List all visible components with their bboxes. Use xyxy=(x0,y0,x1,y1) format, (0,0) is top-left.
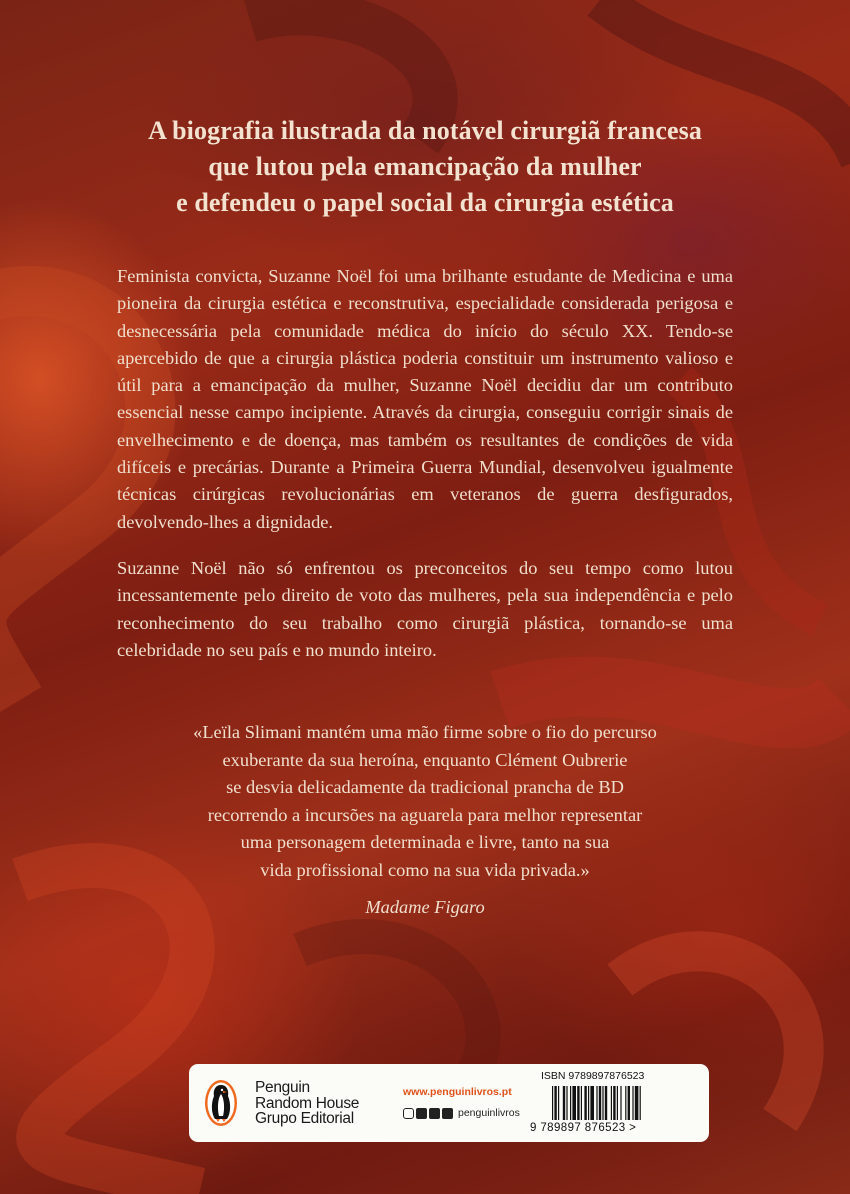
isbn-label: ISBN 9789897876523 xyxy=(541,1070,645,1082)
tagline-line-2: que lutou pela emancipação da mulher xyxy=(208,152,642,181)
publisher-panel xyxy=(189,1064,709,1142)
quote-line-3: se desvia delicadamente da tradicional prancha de BD xyxy=(226,777,624,797)
synopsis-paragraph-1: Feminista convicta, Suzanne Noël foi uma brilhante estudante de Medicina e uma pioneira da cirurgia estética e reconstrutiva, especialidade considerada perigosa e desnecessária pela comunidade médica do início do século XX. Tendo-se apercebido de que a cirurgia plástica poderia constituir um instrumento valioso e útil para a emancipação da mulher, Suzanne Noël decidiu dar um contributo essencial nesse campo incipiente. Através da cirurgia, conseguiu corrigir sinais de envelhecimento e de doença, mas também os resultantes de condições de vida difíceis e precárias. Durante a Primeira Guerra Mundial, desenvolveu igualmente técnicas cirúrgicas revolucionárias em veteranos de guerra desfigurados, devolvendo-lhes a dignidade. xyxy=(117,266,733,532)
publisher-name-line-3: Grupo Editorial xyxy=(255,1110,354,1127)
facebook-icon[interactable] xyxy=(416,1108,427,1119)
tagline-line-1: A biografia ilustrada da notável cirurgiã francesa xyxy=(148,116,702,145)
penguin-logo-icon xyxy=(203,1078,239,1128)
quote-line-4: recorrendo a incursões na aguarela para melhor representar xyxy=(207,804,643,825)
synopsis-paragraph-2: Suzanne Noël não só enfrentou os preconceitos do seu tempo como lutou incessantemente pelo direito de voto das mulheres, pela sua independência e pelo reconhecimento do seu trabalho como cirurgiã plástica, tornando-se uma celebridade no seu país e no mundo inteiro. xyxy=(117,558,733,660)
quote-line-6: vida profissional como na sua vida privada.» xyxy=(260,859,590,880)
social-links xyxy=(403,1107,520,1119)
barcode-digits: 9 789897 876523 > xyxy=(530,1122,637,1134)
social-handle[interactable]: penguinlivros xyxy=(458,1107,520,1119)
quote-attribution: Madame Figaro xyxy=(365,897,485,917)
publisher-name xyxy=(255,1080,359,1127)
x-icon[interactable] xyxy=(442,1108,453,1119)
tagline xyxy=(60,113,790,221)
press-quote xyxy=(110,719,740,884)
quote-line-1: «Leïla Slimani mantém uma mão firme sobre o fio do percurso xyxy=(193,722,657,742)
publisher-name-line-1: Penguin xyxy=(255,1079,310,1096)
barcode xyxy=(550,1086,690,1122)
publisher-website-link[interactable]: www.penguinlivros.pt xyxy=(403,1086,512,1098)
tagline-line-3: e defendeu o papel social da cirurgia estética xyxy=(176,188,674,217)
tiktok-icon[interactable] xyxy=(429,1108,440,1119)
quote-line-5: uma personagem determinada e livre, tanto na sua xyxy=(240,832,610,852)
publisher-name-line-2: Random House xyxy=(255,1094,360,1112)
quote-line-2: exuberante da sua heroína, enquanto Clément Oubrerie xyxy=(222,749,628,770)
instagram-icon[interactable] xyxy=(403,1108,414,1119)
